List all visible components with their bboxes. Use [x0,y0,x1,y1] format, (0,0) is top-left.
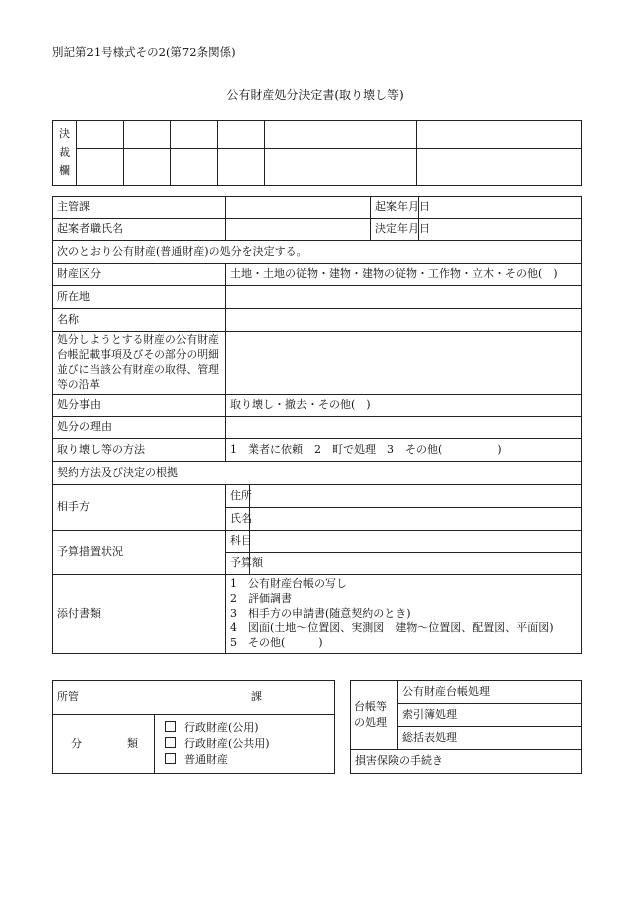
category-label: 財産区分 [53,264,226,286]
lead-dept-value[interactable] [226,197,371,219]
option-public-use[interactable]: 行政財産(公用) [165,720,330,736]
approval-table [52,120,582,186]
approval-cell[interactable] [265,121,417,149]
attachments-list [226,575,582,654]
reason-detail-value[interactable] [226,417,582,439]
option-ordinary[interactable]: 普通財産 [165,752,330,768]
summary-item[interactable]: 総括表処理 [398,727,582,750]
approval-cell[interactable] [171,148,218,185]
approval-cell[interactable] [218,121,265,149]
option-public-facility[interactable]: 行政財産(公共用) [165,736,330,752]
section-suffix: 課 [251,690,262,704]
jurisdiction-table [52,680,335,774]
address-label: 住所 [226,485,250,508]
method-value[interactable]: 1 業者に依頼 2 町で処理 3 その他( ) [226,439,582,462]
approval-cell[interactable] [77,121,124,149]
location-value[interactable] [226,286,582,309]
history-label: 処分しようとする財産の公有財産台帳記載事項及びその部分の明細並びに当該公有財産の取得、管理等の沿革 [53,332,226,395]
ledger-item[interactable]: 公有財産台帳処理 [398,681,582,704]
page-title: 公有財産処分決定書(取り壊し等) [226,88,404,102]
ledger-label: 台帳等 の処理 [351,681,398,750]
approval-label: 決 裁 欄 [53,121,77,186]
approval-cell[interactable] [77,148,124,185]
approval-cell[interactable] [417,148,582,185]
approval-cell[interactable] [124,121,171,149]
reason-detail-label: 処分の理由 [53,417,226,439]
name-label: 名称 [53,309,226,332]
approval-cell[interactable] [171,121,218,149]
index-item[interactable]: 索引簿処理 [398,704,582,727]
approval-cell[interactable] [218,148,265,185]
jurisdiction-row [53,681,335,715]
budget-item-value[interactable] [250,531,582,553]
category-value[interactable]: 土地・土地の従物・建物・建物の従物・工作物・立木・その他( ) [226,264,582,286]
budget-amount-value[interactable] [250,553,582,575]
classification-options [155,715,335,774]
jurisdiction-label: 所管 [57,690,79,704]
checkbox-icon[interactable] [165,721,176,732]
form-reference: 別記第21号様式その2(第72条関係) [52,45,236,59]
draft-date-value[interactable] [419,197,582,219]
person-name-value[interactable] [250,508,582,531]
approval-cell[interactable] [124,148,171,185]
history-value[interactable] [226,332,582,395]
classification-label: 分 類 [53,715,155,774]
budget-amount-label: 予算額 [226,553,250,575]
decision-date-value[interactable] [419,219,582,241]
insurance-procedure[interactable]: 損害保険の手続き [351,750,582,774]
draft-date-label: 起案年月日 [371,197,419,219]
attachment-item: 4 図面(土地～位置図、実測図 建物～位置図、配置図、平面図) [230,621,554,635]
method-label: 取り壊し等の方法 [53,439,226,462]
address-value[interactable] [250,485,582,508]
contract-basis-label: 契約方法及び決定の根拠 [53,462,582,485]
attachments-label: 添付書類 [53,575,226,654]
attachment-item: 2 評価調書 [230,592,292,606]
name-value[interactable] [226,309,582,332]
approval-cell[interactable] [265,148,417,185]
decision-date-label: 決定年月日 [371,219,419,241]
budget-label: 予算措置状況 [53,531,226,575]
checkbox-icon[interactable] [165,737,176,748]
drafter-value[interactable] [226,219,371,241]
reason-value[interactable]: 取り壊し・撤去・その他( ) [226,395,582,417]
person-name-label: 氏名 [226,508,250,531]
budget-item-label: 科目 [226,531,250,553]
counterparty-label: 相手方 [53,485,226,531]
location-label: 所在地 [53,286,226,309]
approval-cell[interactable] [417,121,582,149]
reason-label: 処分事由 [53,395,226,417]
ledger-table [350,680,582,774]
attachment-item: 1 公有財産台帳の写し [230,577,347,591]
drafter-label: 起案者職氏名 [53,219,226,241]
main-form-table [52,196,582,654]
lead-dept-label: 主管課 [53,197,226,219]
checkbox-icon[interactable] [165,753,176,764]
attachment-item: 5 その他( ) [230,635,323,649]
decision-statement: 次のとおり公有財産(普通財産)の処分を決定する。 [53,241,582,264]
attachment-item: 3 相手方の申請書(随意契約のとき) [230,606,411,620]
